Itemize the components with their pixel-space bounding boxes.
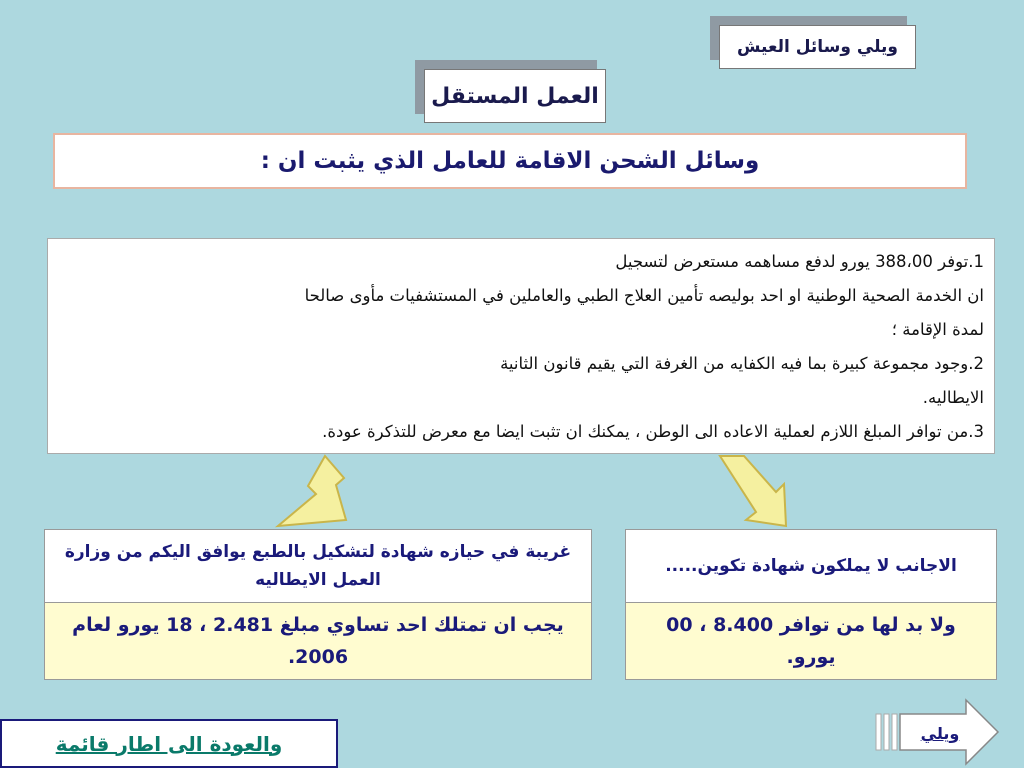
down-arrow-icon xyxy=(270,452,380,530)
card-left-title: غريبة في حيازه شهادة لتشكيل بالطبع يوافق اليكم من وزارة العمل الايطاليه xyxy=(45,530,591,602)
right-arrow-icon[interactable] xyxy=(874,698,1000,766)
card-left-detail: يجب ان تمتلك احد تساوي مبلغ 2.481 ، 18 يورو لعام 2006. xyxy=(45,602,591,679)
subtitle-tag: العمل المستقل xyxy=(424,69,606,123)
body-line: ان الخدمة الصحية الوطنية او احد بوليصه تأمين العلاج الطبي والعاملين في المستشفيات مأوى صالحا xyxy=(304,286,984,305)
top-tag: ويلي وسائل العيش xyxy=(719,25,916,69)
card-right-detail: ولا بد لها من توافر 8.400 ، 00 يورو. xyxy=(626,602,996,679)
back-to-menu-link[interactable]: والعودة الى اطار قائمة xyxy=(0,719,338,768)
body-line: 1.توفر 388،00 يورو لدفع مساهمه مستعرض لتسجيل xyxy=(615,252,984,271)
body-line: 3.من توافر المبلغ اللازم لعملية الاعاده الى الوطن ، يمكنك ان تثبت ايضا مع معرض للتذكرة عودة. xyxy=(322,422,984,441)
info-card-left xyxy=(44,529,592,680)
body-line: 2.وجود مجموعة كبيرة بما فيه الكفايه من الغرفة التي يقيم قانون الثانية xyxy=(500,354,984,373)
body-line: لمدة الإقامة ؛ xyxy=(891,320,984,339)
card-right-title: الاجانب لا يملكون شهادة تكوين..... xyxy=(626,530,996,602)
next-link[interactable]: ويلي xyxy=(920,724,960,743)
body-text-box xyxy=(47,238,995,454)
page-heading: وسائل الشحن الاقامة للعامل الذي يثبت ان : xyxy=(53,133,967,189)
down-arrow-icon xyxy=(710,452,820,530)
info-card-right xyxy=(625,529,997,680)
body-line: الايطاليه. xyxy=(922,388,984,407)
